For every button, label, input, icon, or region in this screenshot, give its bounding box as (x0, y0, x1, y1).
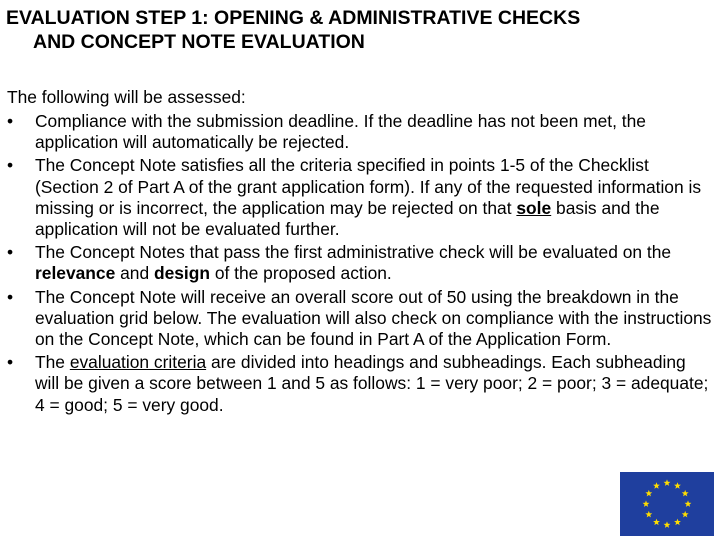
list-item (7, 155, 712, 240)
bullet-text: The Concept Notes that pass the first administrative check will be evaluated on the (35, 242, 672, 263)
bullet-text: The (35, 352, 70, 373)
assessment-list (7, 111, 712, 418)
bullet-marker: • (7, 111, 14, 131)
list-item (7, 242, 712, 284)
bullet-text: basis and the application will not be evaluated further. (35, 197, 660, 240)
emphasis-sole: sole (516, 197, 552, 218)
eu-flag-graphic (620, 472, 714, 536)
bullet-marker: • (7, 242, 14, 263)
bullet-text: The Concept Note will receive an overall score out of 50 using the breakdown in the evaluation grid below. The evaluation will also check on compliance with the instructions on the Concept Note, which can be found in Part A of the Application Form. (35, 286, 712, 350)
bullet-marker: • (7, 352, 14, 373)
emphasis-design: design (153, 263, 210, 284)
page-title (6, 6, 720, 54)
emphasis-relevance: relevance (35, 263, 116, 284)
bullet-text: of the proposed action. (210, 263, 392, 284)
emphasis-evaluation-criteria: evaluation criteria (69, 352, 207, 373)
eu-flag-icon (620, 472, 714, 536)
bullet-text: Compliance with the submission deadline. If the deadline has not been met, the application will automatically be rejected. (35, 111, 646, 153)
bullet-marker: • (7, 155, 14, 176)
title-line-1: EVALUATION STEP 1: OPENING & ADMINISTRATIVE CHECKS (6, 7, 581, 29)
intro-text: The following will be assessed: (7, 87, 246, 107)
bullet-text: are divided into headings and subheadings. Each subheading will be given a score between 1 and 5 as follows: 1 = very poor; 2 = poor; 3 = adequate; 4 = good; 5 = very good. (35, 352, 709, 415)
bullet-text: The Concept Note satisfies all the criteria specified in points 1-5 of the Checklist (Section 2 of Part A of the grant application form). If any of the requested information is missing or is incorrect, the application may be rejected on that (35, 155, 702, 218)
title-line-2: AND CONCEPT NOTE EVALUATION (33, 31, 365, 53)
list-item (7, 287, 712, 351)
bullet-text: and (115, 263, 154, 284)
list-item (7, 111, 712, 153)
list-item (7, 352, 712, 416)
bullet-marker: • (7, 286, 14, 307)
